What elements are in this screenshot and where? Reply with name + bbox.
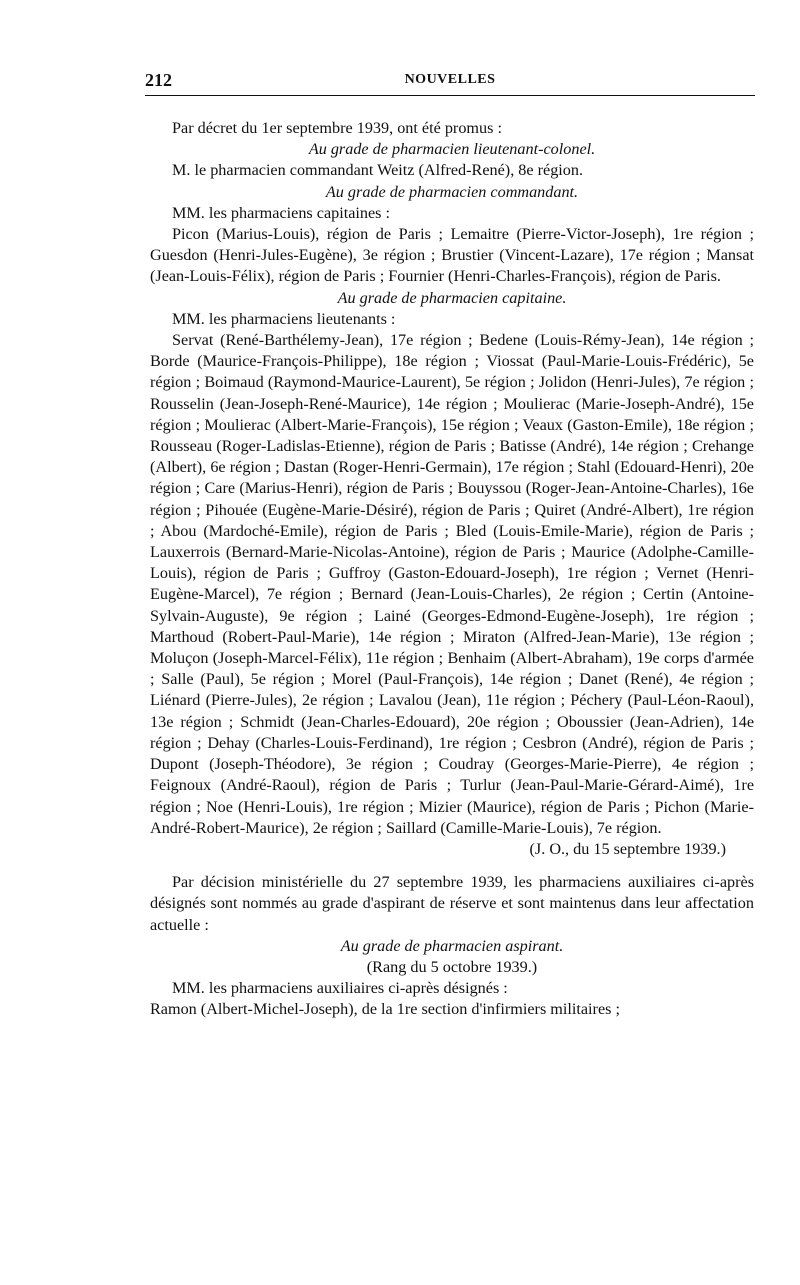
decree-intro: Par décret du 1er septembre 1939, ont été promus : [172,119,502,137]
commandant-list: Picon (Marius-Louis), région de Paris ; Lemaitre (Pierre-Victor-Joseph), 1re région ; Guesdon (Henri-Jules-Eugène), 3e région ; Brustier (Vincent-Lazare), 17e région ; Mansat (Jean-Louis-Félix), région de Paris ; Fournier (Henri-Charles-François), région de Paris. [150,225,754,286]
promotion-lt-colonel: M. le pharmacien commandant Weitz (Alfred-René), 8e région. [172,161,584,180]
journal-officiel-source: (J. O., du 15 septembre 1939.) [529,839,726,858]
decision-intro: Par décision ministérielle du 27 septembre 1939, les pharmaciens auxiliaires ci-après désignés sont nommés au grade d'aspirant de réserve et sont maintenus dans leur affectation actuelle : [150,873,754,934]
grade-heading-capitaine: Au grade de pharmacien capitaine. [337,288,567,307]
grade-heading-aspirant: Au grade de pharmacien aspirant. [340,936,564,955]
article-body [150,118,754,1021]
capitaine-lead: MM. les pharmaciens lieutenants : [172,309,396,328]
grade-heading-commandant: Au grade de pharmacien commandant. [325,182,579,201]
page-number: 212 [145,70,172,90]
commandant-lead: MM. les pharmaciens capitaines : [172,203,391,222]
capitaine-list: Servat (René-Barthélemy-Jean), 17e région ; Bedene (Louis-Rémy-Jean), 14e région ; Borde (Maurice-François-Philippe), 18e région ; Viossat (Paul-Marie-Louis-Frédéric), 5e région ; Boimaud (Raymond-Maurice-Laurent), 5e région ; Jolidon (Henri-Jules), 7e région ; Rousselin (Jean-Joseph-René-Maurice), 14e région ; Moulierac (Marie-Joseph-André), 15e région ; Moulierac (Albert-Marie-François), 15e région ; Veaux (Gaston-Emile), 18e région ; Rousseau (Roger-Ladislas-Etienne), région de Paris ; Batisse (André), 14e région ; Crehange (Albert), 6e région ; Dastan (Roger-Henri-Germain), 17e région ; Stahl (Edouard-Henri), 20e région ; Care (Marius-Henri), région de Paris ; Bouyssou (Roger-Jean-Antoine-Charles), 16e région ; Pihouée (Eugène-Marie-Désiré), région de Paris ; Quiret (André-Albert), 1re région ; Abou (Mardoché-Emile), région de Paris ; Bled (Louis-Emile-Marie), région de Paris ; Lauxerrois (Bernard-Marie-Nicolas-Antoine), région de Paris ; Maurice (Adolphe-Camille-Louis), région de Paris ; Guffroy (Gaston-Edouard-Joseph), 1re région ; Vernet (Henri-Eugène-Marcel), 7e région ; Bernard (Jean-Louis-Charles), 2e région ; Certin (Antoine-Sylvain-Auguste), 9e région ; Lainé (Georges-Edmond-Eugène-Joseph), 1re région ; Marthoud (Robert-Paul-Marie), 14e région ; Miraton (Alfred-Jean-Marie), 13e région ; Moluçon (Joseph-Marcel-Félix), 11e région ; Benhaim (Albert-Abraham), 19e corps d'armée ; Salle (Paul), 5e région ; Morel (Paul-François), 14e région ; Danet (René), 4e région ; Liénard (Pierre-Jules), 2e région ; Lavalou (Jean), 11e région ; Péchery (Paul-Léon-Raoul), 13e région ; Schmidt (Jean-Charles-Edouard), 20e région ; Oboussier (Jean-Adrien), 14e région ; Dehay (Charles-Louis-Ferdinand), 1re région ; Cesbron (André), région de Paris ; Dupont (Joseph-Théodore), 3e région ; Coudray (Georges-Marie-Pierre), 4e région ; Feignoux (André-Raoul), région de Paris ; Turlur (Jean-Paul-Marie-Gérard-Aimé), 1re région ; Noe (Henri-Louis), 1re région ; Mizier (Maurice), région de Paris ; Pichon (Marie-André-Robert-Maurice), 2e région ; Saillard (Camille-Marie-Louis), 7e région. [150,331,754,837]
running-header [145,70,755,96]
grade-heading-lt-colonel: Au grade de pharmacien lieutenant-colonel. [308,140,596,159]
aspirant-list: Ramon (Albert-Michel-Joseph), de la 1re section d'infirmiers militaires ; [150,1000,620,1019]
aspirant-lead: MM. les pharmaciens auxiliaires ci-après désignés : [172,979,508,998]
rank-date: (Rang du 5 octobre 1939.) [366,957,538,976]
running-title: NOUVELLES [404,72,496,87]
header-rule [145,95,755,96]
